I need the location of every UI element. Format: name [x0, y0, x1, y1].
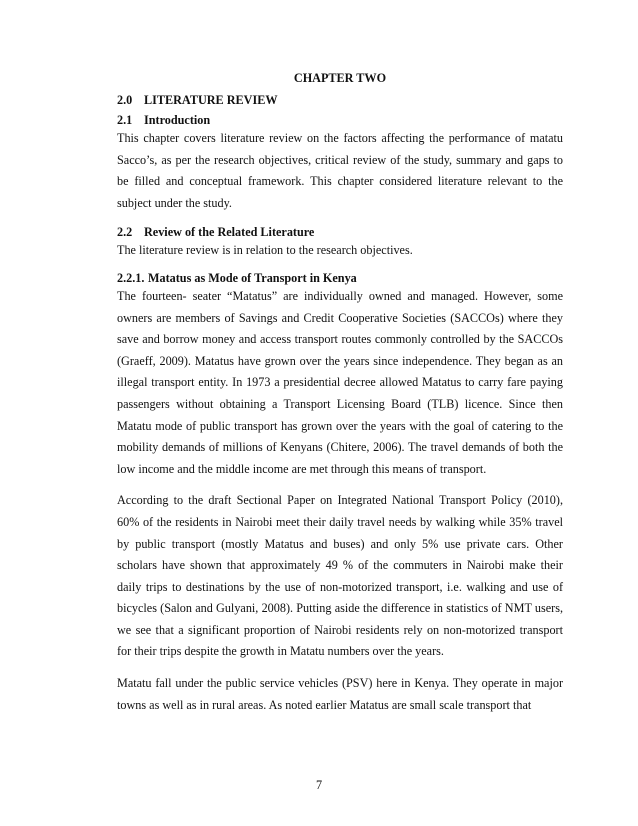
section-number: 2.0 [117, 93, 133, 107]
introduction-paragraph: This chapter covers literature review on the factors affecting the performance of matatu Sacco’s, as per the research objectives, critical review of the study, summary and gaps to be filled and conceptual framework. This chapter considered literature relevant to the subject under the study. [117, 131, 563, 210]
section-heading-introduction [117, 112, 563, 128]
chapter-title: CHAPTER TWO [293, 71, 387, 85]
section-heading-matatus [117, 270, 563, 286]
related-literature-paragraph: The literature review is in relation to the research objectives. [117, 243, 413, 258]
section-number: 2.1 [117, 113, 133, 127]
section-title: Review of the Related Literature [144, 225, 315, 240]
section-heading-related-literature [117, 224, 563, 240]
matatus-paragraph-3: Matatu fall under the public service vehicles (PSV) here in Kenya. They operate in major towns as well as in rural areas. As noted earlier Matatus are small scale transport that [117, 676, 563, 712]
matatus-paragraph-1: The fourteen- seater “Matatus” are individually owned and managed. However, some owners are members of Savings and Credit Cooperative Societies (SACCOs) where they save and borrow money and access transport routes commonly controlled by the SACCOs (Graeff, 2009). Matatus have grown over the years since independence. They began as an illegal transport entity. In 1973 a presidential decree allowed Matatus to carry fare paying passengers without obtaining a Transport Licensing Board (TLB) licence. Since then Matatu mode of public transport has grown over the years with the goal of catering to the mobility demands of millions of Kenyans (Chitere, 2006). The travel demands of both the low income and the middle income are met through this means of transport. [117, 288, 563, 476]
page-content [117, 70, 563, 716]
page-number: 7 [315, 778, 323, 792]
section-title: LITERATURE REVIEW [144, 93, 278, 107]
section-number: 2.2.1. [117, 270, 145, 285]
section-heading-literature-review [117, 92, 563, 108]
section-number: 2.2 [117, 225, 133, 240]
section-title: Introduction [144, 113, 211, 127]
matatus-paragraph-2: According to the draft Sectional Paper on Integrated National Transport Policy (2010), 60% of the residents in Nairobi meet their daily travel needs by walking while 35% travel by public transport (mostly Matatus and buses) and only 5% use private cars. Other scholars have shown that approximately 49 % of the commuters in Nairobi make their daily trips to destinations by the use of non-motorized transport, i.e. walking and use of bicycles (Salon and Gulyani, 2008). Putting aside the difference in statistics of NMT users, we see that a significant proportion of Nairobi residents rely on non-motorized transport for their trips despite the growth in Matatu numbers over the years. [117, 493, 563, 659]
section-title: Matatus as Mode of Transport in Kenya [148, 270, 357, 285]
